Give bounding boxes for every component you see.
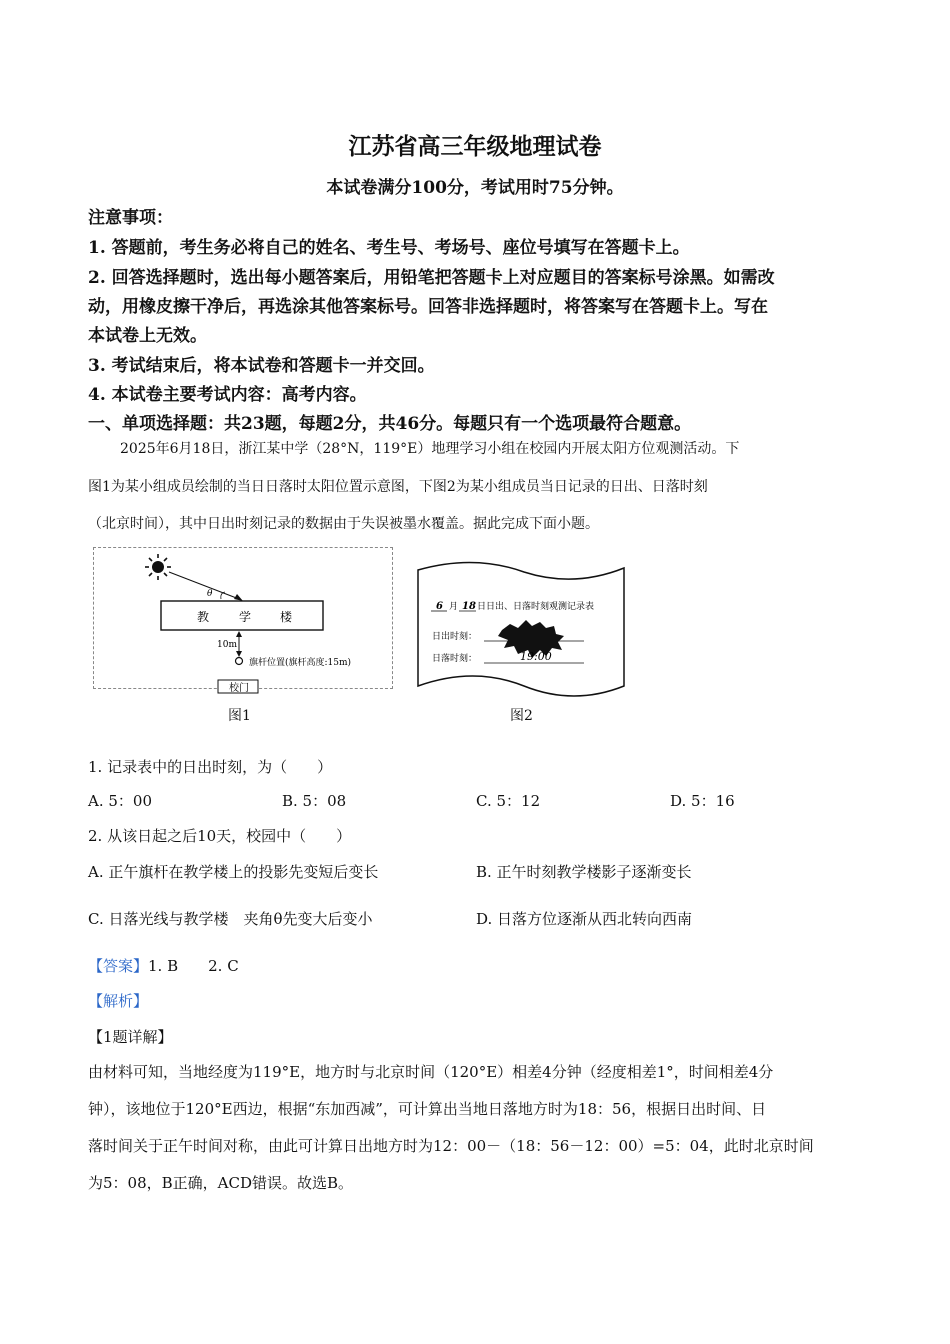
sunrise-label: 日出时刻： (432, 632, 478, 642)
question-2-option-b: B. 正午时刻教学楼影子逐渐变长 (476, 863, 692, 881)
notice-item-3: 3. 考试结束后，将本试卷和答题卡一并交回。 (88, 356, 435, 376)
sun-icon (145, 554, 171, 580)
question-1-option-a: A. 5：00 (88, 792, 152, 810)
question-2-stem: 2. 从该日起之后10天，校园中（ ） (88, 827, 352, 845)
flagpole-label: 旗杆位置(旗杆高度:15m) (249, 658, 352, 668)
detail-line-1: 由材料可知，当地经度为119°E，地方时与北京时间（120°E）相差4分钟（经度相差1°，时间相差4分 (88, 1063, 774, 1081)
passage-line-1: 2025年6月18日，浙江某中学（28°N，119°E）地理学习小组在校园内开展太阳方位观测活动。下 (120, 441, 740, 457)
building-char-3: 楼 (280, 610, 293, 624)
figure-1 (93, 547, 393, 702)
flagpole-icon (236, 658, 243, 665)
question-1-option-c: C. 5：12 (476, 792, 541, 810)
question-1-stem: 1. 记录表中的日出时刻，为（ ） (88, 758, 333, 776)
exam-title: 江苏省高三年级地理试卷 (348, 133, 602, 160)
notice-item-2: 2. 回答选择题时，选出每小题答案后，用铅笔把答题卡上对应题目的答案标号涂黑。如需改 (88, 268, 775, 288)
distance-arrow-up-icon (236, 631, 242, 637)
figure-1-caption: 图1 (228, 708, 251, 724)
passage-line-2: 图1为某小组成员绘制的当日日落时太阳位置示意图，下图2为某小组成员当日记录的日出、日落时刻 (88, 479, 708, 495)
building-char-2: 学 (239, 610, 252, 624)
passage-line-3: （北京时间），其中日出时刻记录的数据由于失误被墨水覆盖。据此完成下面小题。 (88, 516, 599, 532)
detail-line-4: 为5：08，B正确，ACD错误。故选B。 (88, 1174, 354, 1192)
record-month-value: 6 (436, 601, 443, 612)
figure-2-caption: 图2 (510, 708, 533, 724)
sunset-label: 日落时刻： (432, 654, 478, 664)
notice-item-2-end: 本试卷上无效。 (88, 326, 207, 346)
question-2-option-a: A. 正午旗杆在教学楼上的投影先变短后变长 (88, 863, 379, 881)
record-month-unit: 月 (449, 602, 459, 612)
section-heading: 一、单项选择题：共23题，每题2分，共46分。每题只有一个选项最符合题意。 (88, 414, 692, 434)
building-char-1: 教 (197, 610, 210, 624)
question-2-option-c: C. 日落光线与教学楼 夹角θ先变大后变小 (88, 910, 373, 928)
record-day-value: 18 (462, 601, 476, 612)
figure-2 (414, 558, 630, 698)
distance-label: 10m (217, 640, 237, 650)
record-table-title: 日日出、日落时刻观测记录表 (477, 602, 595, 612)
detail-heading: 【1题详解】 (88, 1028, 173, 1046)
notice-item-4: 4. 本试卷主要考试内容：高考内容。 (88, 385, 367, 405)
question-1-option-d: D. 5：16 (670, 792, 735, 810)
question-1-option-b: B. 5：08 (282, 792, 347, 810)
analysis-tag: 【解析】 (88, 992, 149, 1010)
sun-ray-arrow-icon (234, 594, 243, 601)
answer-row (88, 955, 239, 976)
detail-line-2: 钟），该地位于120°E西边，根据“东加西减”，可计算出当地日落地方时为18：56，根据日出时间、日 (88, 1100, 767, 1118)
question-2-option-d: D. 日落方位逐渐从西北转向西南 (476, 910, 693, 928)
detail-line-3: 落时间关于正午时间对称，由此可计算日出地方时为12：00－（18：56－12：00）=5：04，此时北京时间 (88, 1137, 814, 1155)
notice-item-2-cont: 动，用橡皮擦干净后，再选涂其他答案标号。回答非选择题时，将答案写在答题卡上。写在 (88, 297, 768, 317)
notice-item-1: 1. 答题前，考生务必将自己的姓名、考生号、考场号、座位号填写在答题卡上。 (88, 238, 690, 258)
answer-tag: 【答案】 (88, 957, 149, 975)
theta-label: θ (207, 589, 213, 599)
sun-ray-line (169, 572, 239, 599)
exam-subtitle: 本试卷满分100分，考试用时75分钟。 (326, 178, 624, 198)
sunset-value: 19:00 (520, 650, 552, 663)
school-gate-label: 校门 (229, 683, 249, 694)
notice-heading: 注意事项： (88, 208, 173, 228)
answer-text: 1. B 2. C (148, 957, 239, 975)
distance-arrow-down-icon (236, 651, 242, 657)
